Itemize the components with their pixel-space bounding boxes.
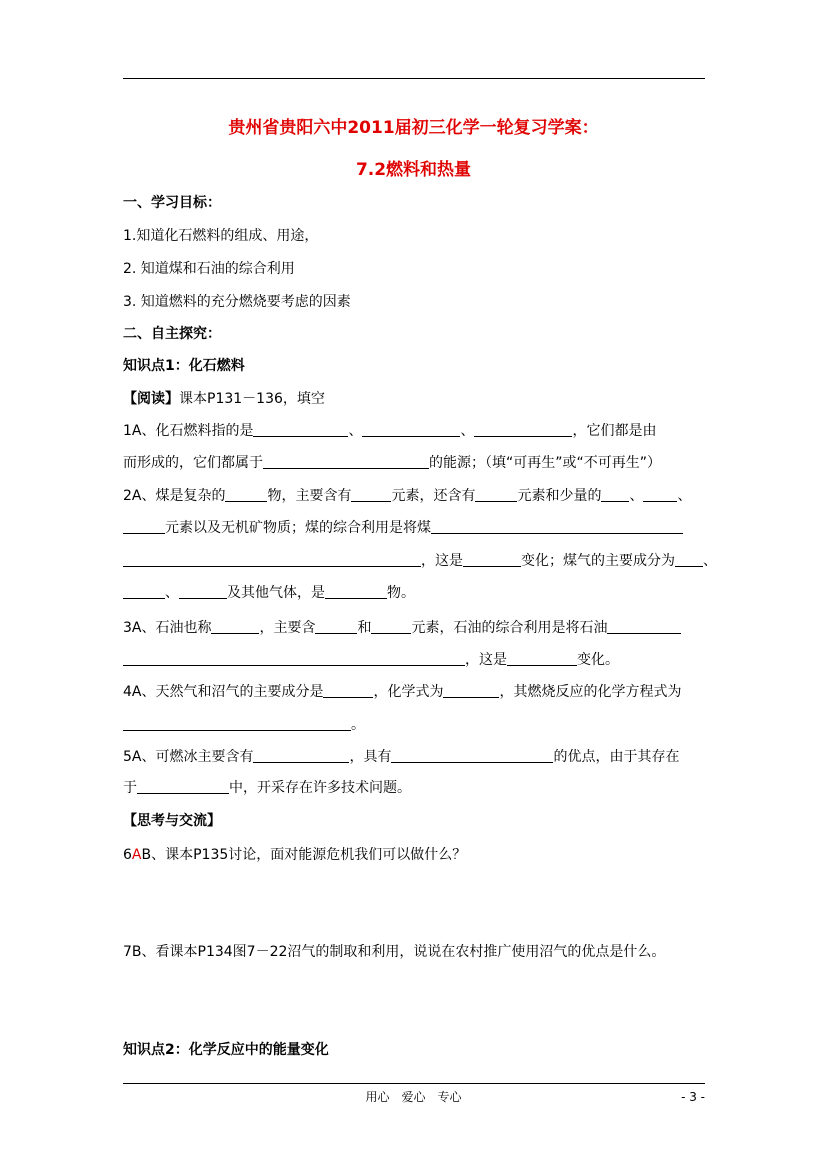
- blank[interactable]: [253, 422, 348, 437]
- blank[interactable]: [475, 487, 517, 502]
- knowledge-point-1-heading: 知识点1：化石燃料: [123, 358, 245, 374]
- question-6: 6AB、课本P135讨论，面对能源危机我们可以做什么？: [123, 847, 467, 863]
- blank[interactable]: [325, 584, 387, 599]
- page-number: - 3 -: [681, 1090, 705, 1104]
- question-4-line-1: 4A、天然气和沼气的主要成分是 ，化学式为 ，其燃烧反应的化学方程式为: [123, 684, 682, 700]
- think-and-discuss-heading: 【思考与交流】: [123, 813, 221, 829]
- section-heading-objectives: 一、学习目标：: [123, 195, 221, 211]
- blank[interactable]: [315, 619, 357, 634]
- footer-rule: [123, 1083, 705, 1084]
- question-2-line-3: ，这是 变化；煤气的主要成分为 、: [123, 551, 717, 571]
- reading-instruction: [123, 389, 325, 409]
- blank[interactable]: [211, 619, 259, 634]
- footer-motto: 用心 爱心 专心: [365, 1090, 462, 1104]
- objective-item-3: 3. 知道燃料的充分燃烧要考虑的因素: [123, 294, 351, 310]
- blank[interactable]: [123, 651, 465, 666]
- blank[interactable]: [225, 487, 267, 502]
- blank[interactable]: [431, 519, 683, 534]
- question-3-line-2: ，这是 变化。: [123, 650, 619, 670]
- blank[interactable]: [607, 619, 681, 634]
- blank[interactable]: [253, 748, 349, 763]
- blank[interactable]: [123, 716, 351, 731]
- blank[interactable]: [474, 422, 572, 437]
- question-7: 7B、看课本P134图7－22沼气的制取和利用，说说在农村推广使用沼气的优点是什么。: [123, 944, 666, 960]
- blank[interactable]: [123, 584, 165, 599]
- blank[interactable]: [123, 519, 165, 534]
- blank[interactable]: [371, 619, 411, 634]
- section-heading-explore: 二、自主探究：: [123, 326, 221, 342]
- question-2-line-4: 、 及其他气体，是 物。: [123, 583, 415, 603]
- knowledge-point-2-heading: 知识点2：化学反应中的能量变化: [123, 1042, 329, 1058]
- blank[interactable]: [362, 422, 460, 437]
- reading-label: 【阅读】: [123, 391, 179, 407]
- question-4-line-2: 。: [123, 715, 365, 735]
- red-letter: A: [131, 847, 142, 863]
- blank[interactable]: [351, 487, 391, 502]
- blank[interactable]: [137, 779, 229, 794]
- objective-item-1: 1.知道化石燃料的组成、用途，: [123, 228, 319, 244]
- document-title: 贵州省贵阳六中2011届初三化学一轮复习学案：: [228, 118, 599, 138]
- blank[interactable]: [507, 651, 577, 666]
- question-1-line-1: 1A、化石燃料指的是 、 、 ，它们都是由: [123, 423, 657, 439]
- question-3-line-1: 3A、石油也称 ，主要含 和 元素，石油的综合利用是将石油: [123, 618, 681, 638]
- blank[interactable]: [263, 454, 429, 469]
- blank[interactable]: [601, 487, 629, 502]
- blank[interactable]: [643, 487, 677, 502]
- blank[interactable]: [323, 683, 373, 698]
- objective-item-2: 2. 知道煤和石油的综合利用: [123, 261, 295, 277]
- document-subtitle: 7.2燃料和热量: [355, 160, 472, 180]
- blank[interactable]: [123, 552, 421, 567]
- blank[interactable]: [391, 748, 553, 763]
- blank[interactable]: [675, 552, 703, 567]
- blank[interactable]: [443, 683, 499, 698]
- blank[interactable]: [463, 552, 521, 567]
- question-5-line-2: 于 中，开采存在许多技术问题。: [123, 780, 411, 796]
- question-1-line-2: 而形成的，它们都属于 的能源；（填“可再生”或“不可再生”）: [123, 455, 662, 471]
- reading-text: 课本P131－136，填空: [179, 391, 325, 407]
- header-rule: [123, 78, 705, 79]
- question-5-line-1: 5A、可燃冰主要含有 ，具有 的优点，由于其存在: [123, 749, 680, 765]
- question-2-line-2: 元素以及无机矿物质；煤的综合利用是将煤: [123, 518, 683, 538]
- blank[interactable]: [179, 584, 227, 599]
- question-2-line-1: 2A、煤是复杂的 物，主要含有 元素，还含有 元素和少量的 、 、: [123, 488, 692, 504]
